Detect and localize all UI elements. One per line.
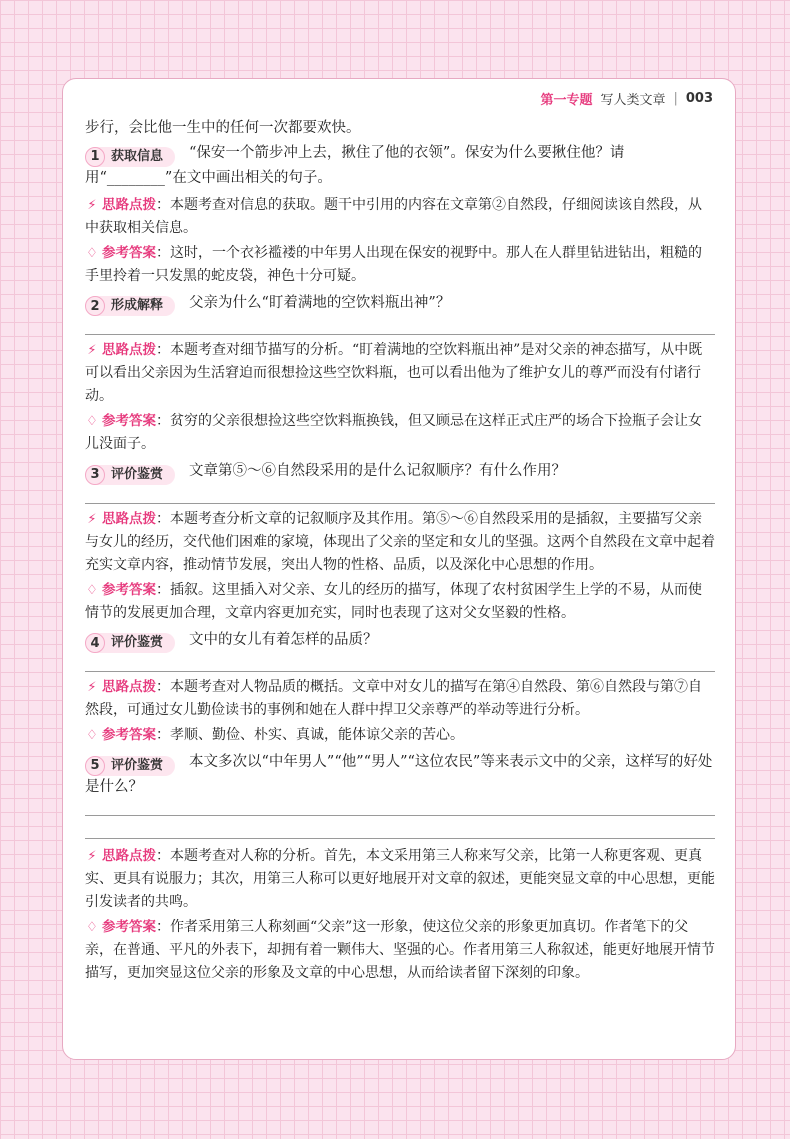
question-tag: 获取信息 [97,147,175,167]
answer-label: 参考答案 [102,918,156,935]
analysis-text: ：本题考查对细节描写的分析。“盯着满地的空饮料瓶出神”是对父亲的神态描写，从中既可以看出父亲因为生活窘迫而很想捡这些空饮料瓶，也可以看出他为了维护女儿的尊严而没有付诸行动。 [85,342,703,404]
answer-label: 参考答案 [102,244,156,261]
question-2 [85,292,715,317]
lightning-icon: ⚡ [87,680,97,695]
analysis-text: ：本题考查对人称的分析。首先，本文采用第三人称来写父亲，比第一人称更客观、更真实、更具有说服力；其次，用第三人称可以更好地展开对文章的叙述，更能突显文章的中心思想，更能引发读者的共鸣。 [85,847,715,910]
analysis-5 [85,845,715,914]
question-label [85,147,175,167]
analysis-label: 思路点拨 [102,847,156,864]
answer-line [85,671,715,672]
answer-text: ：插叙。这里插入对父亲、女儿的经历的描写，体现了农村贫困学生上学的不易，从而使情节的发展更加合理，文章内容更加充实，同时也表现了这对父女坚毅的性格。 [85,581,702,621]
lightning-icon: ⚡ [87,343,97,358]
answer-2 [85,410,715,456]
header-separator: | [673,91,678,106]
question-number: 2 [85,296,105,316]
answer-line [85,815,715,816]
question-label [85,633,175,653]
answer-label: 参考答案 [102,413,156,429]
lightning-icon: ⚡ [87,511,97,527]
answer-label: 参考答案 [102,581,156,598]
analysis-label: 思路点拨 [102,342,156,358]
answer-5 [85,916,715,985]
lightbulb-icon: ♢ [86,728,98,743]
page-number: 003 [685,91,713,106]
answer-text: ：孝顺、勤俭、朴实、真诚，能体谅父亲的苦心。 [156,727,464,743]
question-tag: 形成解释 [97,296,175,316]
page-card [62,78,736,1060]
analysis-text: ：本题考查分析文章的记叙顺序及其作用。第⑤～⑥自然段采用的是插叙，主要描写父亲与女儿的经历，交代他们困难的家境，体现出了父亲的坚定和女儿的坚强。这两个自然段在文章中起着充实文章内容，推动情节发展，突出人物的性格、品质，以及深化中心思想的作用。 [85,510,715,573]
question-text: 文章第⑤～⑥自然段采用的是什么记叙顺序？有什么作用？ [189,463,567,479]
analysis-text: ：本题考查对信息的获取。题干中引用的内容在文章第②自然段，仔细阅读该自然段，从中获取相关信息。 [85,196,702,236]
answer-line [85,838,715,839]
answer-1 [85,242,715,288]
analysis-label: 思路点拨 [102,679,156,695]
answer-3 [85,579,715,625]
analysis-3 [85,508,715,577]
analysis-text: ：本题考查对人物品质的概括。文章中对女儿的描写在第④自然段、第⑥自然段与第⑦自然段，可通过女儿勤俭读书的事例和她在人群中捍卫父亲尊严的举动等进行分析。 [85,679,702,718]
question-number: 1 [85,147,105,167]
question-label [85,465,175,485]
topic-title: 第一专题 [540,93,593,108]
answer-text: ：这时，一个衣衫褴褛的中年男人出现在保安的视野中。那人在人群里钻进钻出，粗糙的手里拎着一只发黑的蛇皮袋，神色十分可疑。 [85,244,702,284]
question-tag: 评价鉴赏 [97,465,175,485]
answer-label: 参考答案 [102,727,156,743]
lightning-icon: ⚡ [87,197,97,213]
question-4 [85,629,715,654]
answer-line [85,334,715,335]
lightning-icon: ⚡ [87,848,97,864]
answer-text: ：作者采用第三人称刻画“父亲”这一形象，使这位父亲的形象更加真切。作者笔下的父亲，在普通、平凡的外表下，却拥有着一颗伟大、坚强的心。作者用第三人称叙述，能更好地展开情节描写，更加突显这位父亲的形象及文章的中心思想，从而给读者留下深刻的印象。 [85,918,715,981]
question-text: “保安一个箭步冲上去，揪住了他的衣领”。保安为什么要揪住他？请用“________”在文中画出相关的句子。 [85,145,625,186]
question-text: 父亲为什么“盯着满地的空饮料瓶出神”？ [189,294,451,311]
answer-line [85,503,715,504]
question-tag: 评价鉴赏 [97,756,175,776]
question-number: 4 [85,633,105,653]
lightbulb-icon: ♢ [86,245,98,261]
question-text: 文中的女儿有着怎样的品质？ [189,631,378,648]
lightbulb-icon: ♢ [86,414,98,429]
question-number: 5 [85,756,105,776]
page-header [540,89,713,108]
analysis-2 [85,339,715,408]
analysis-label: 思路点拨 [102,510,156,527]
question-text: 本文多次以“中年男人”“他”“男人”“这位农民”等来表示文中的父亲，这样写的好处是什么？ [85,754,713,795]
question-label [85,296,175,316]
answer-4 [85,724,715,747]
answer-text: ：贫穷的父亲很想捡这些空饮料瓶换钱，但又顾忌在这样正式庄严的场合下捡瓶子会让女儿没面子。 [85,413,702,452]
intro-text: 步行，会比他一生中的任何一次都要欢快。 [85,120,361,136]
analysis-1 [85,194,715,240]
analysis-4 [85,676,715,722]
question-1 [85,142,715,190]
analysis-label: 思路点拨 [102,196,156,213]
content [85,117,715,985]
question-3 [85,460,715,485]
chapter-title: 写人类文章 [600,93,666,108]
question-tag: 评价鉴赏 [97,633,175,653]
lightbulb-icon: ♢ [86,582,98,598]
lightbulb-icon: ♢ [86,919,98,935]
question-label [85,756,175,776]
question-5 [85,751,715,799]
question-number: 3 [85,465,105,485]
